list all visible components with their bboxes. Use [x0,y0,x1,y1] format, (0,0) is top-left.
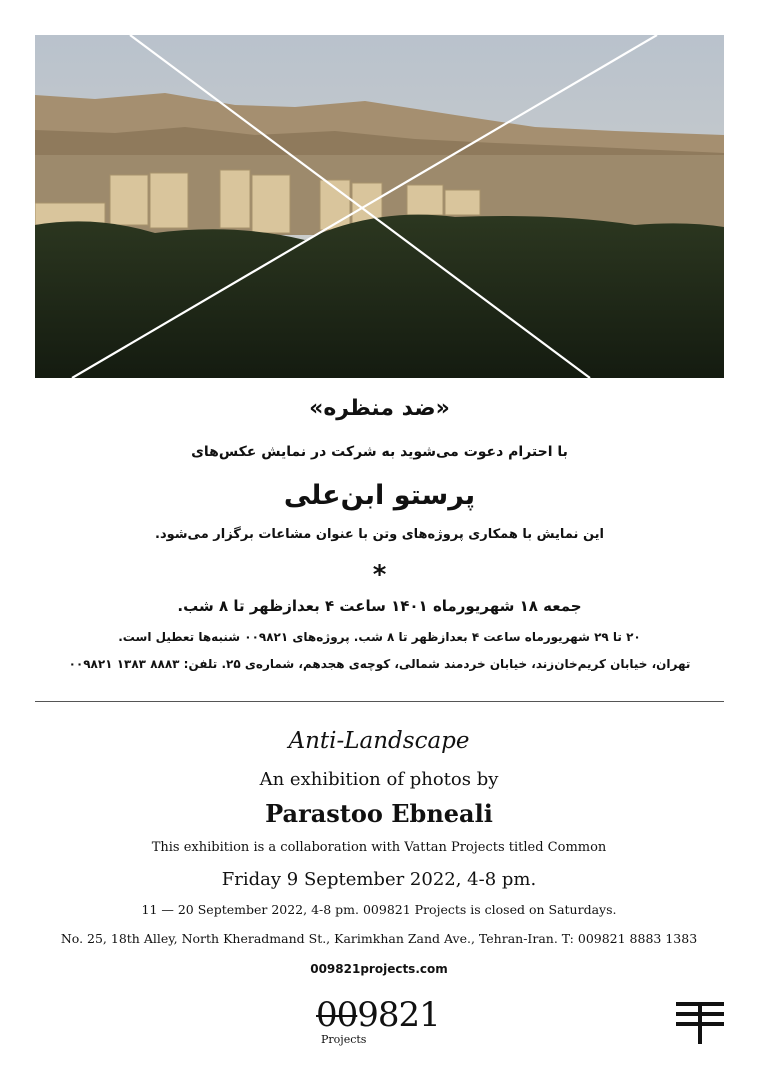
website-link[interactable]: 009821projects.com [310,962,448,976]
persian-collaboration: این نمایش با همکاری پروژه‌های وتن با عنوان مشاعات برگزار می‌شود. [155,527,604,542]
persian-address: تهران، خیابان کریم‌خان‌زند، خیابان خردمند شمالی، کوچه‌ی هجدهم، شماره‌ی ۲۵. تلفن: ۸۸۸۳ ۱۳۸۳ ۰۰۹۸۲۱ [68,657,691,671]
persian-title: «ضد منظره» [309,396,450,421]
english-title: Anti-Landscape [288,728,470,754]
vattan-mark-icon [676,1000,726,1048]
persian-invite: با احترام دعوت می‌شوید به شرکت در نمایش عکس‌های [191,444,568,460]
english-opening-date: Friday 9 September 2022, 4-8 pm. [221,869,537,890]
english-artist-name: Parastoo Ebneali [265,799,493,828]
section-divider [35,701,724,702]
english-address: No. 25, 18th Alley, North Kheradmand St., Karimkhan Zand Ave., Tehran-Iran. T: 009821 8883 1383 [60,931,698,946]
english-intro: An exhibition of photos by [259,769,499,790]
persian-opening-date: جمعه ۱۸ شهریورماه ۱۴۰۱ ساعت ۴ بعدازظهر تا ۸ شب. [177,597,582,615]
logo-number: 9821 [357,995,440,1035]
exhibition-photo [35,35,724,378]
persian-artist-name: پرستو ابن‌علی [283,480,476,511]
logo-struck-digits: 00 [316,995,358,1035]
english-run-dates: 11 — 20 September 2022, 4-8 pm. 009821 Projects is closed on Saturdays. [141,902,617,917]
gallery-logo [316,995,440,1046]
separator-asterisk: * [372,560,387,590]
persian-run-dates: ۲۰ تا ۲۹ شهریورماه ساعت ۴ بعدازظهر تا ۸ شب. پروژه‌های ۰۰۹۸۲۱ شنبه‌ها تعطیل است. [118,630,641,644]
logo-subtitle: Projects [321,1033,367,1046]
english-collaboration: This exhibition is a collaboration with Vattan Projects titled Common [151,840,607,855]
landscape-photo-crossed [35,35,724,378]
